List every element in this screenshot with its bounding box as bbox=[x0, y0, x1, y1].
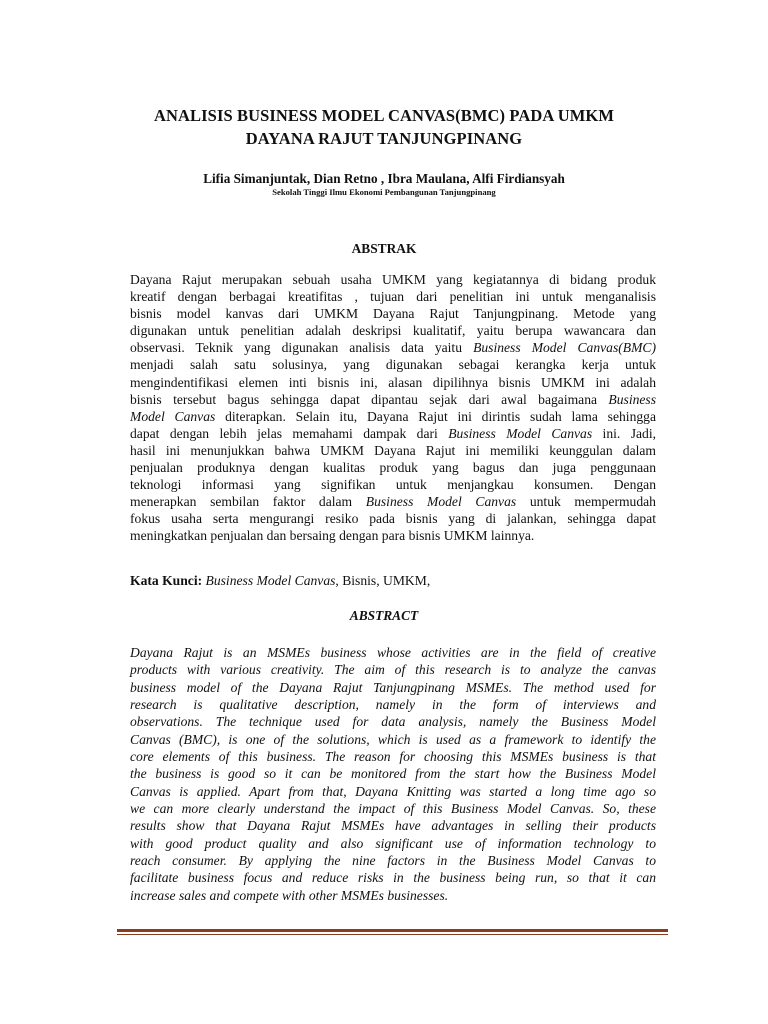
abstrak-line bbox=[130, 493, 656, 510]
abstract-line: research is qualitative description, namely in the form of interviews and bbox=[130, 697, 656, 713]
abstrak-line bbox=[130, 271, 656, 288]
abstract-line: we can more clearly understand the impact of this Business Model Canvas. So, these bbox=[130, 801, 656, 817]
abstrak-text-run: ini. Jadi, bbox=[592, 425, 657, 441]
abstrak-text-run: digunakan untuk penelitian adalah deskripsi kualitatif, yaitu berupa wawancara dan bbox=[130, 323, 656, 339]
affiliation: Sekolah Tinggi Ilmu Ekonomi Pembangunan Tanjungpinang bbox=[272, 187, 496, 197]
abstrak-line bbox=[130, 391, 656, 408]
abstrak-line bbox=[130, 476, 656, 493]
abstrak-line bbox=[130, 425, 656, 442]
abstrak-text-run: Dayana Rajut merupakan sebuah usaha UMKM yang kegiatannya di bidang produk bbox=[130, 272, 656, 287]
abstrak-line bbox=[130, 374, 656, 391]
paper-title bbox=[100, 104, 668, 150]
abstrak-text-run: diterapkan. Selain itu, Dayana Rajut ini dirintis sudah lama sehingga bbox=[215, 408, 656, 424]
abstrak-line bbox=[130, 356, 656, 373]
abstrak-text-run: observasi. Teknik yang digunakan analisis data yaitu bbox=[130, 340, 474, 356]
abstrak-heading: ABSTRAK bbox=[351, 241, 417, 256]
abstrak-line bbox=[130, 510, 656, 527]
abstract-line: increase sales and compete with other MSMEs businesses. bbox=[130, 887, 449, 903]
abstract-line: results show that Dayana Rajut MSMEs have advantages in selling their products bbox=[130, 818, 656, 834]
abstrak-line bbox=[130, 408, 656, 425]
abstrak-text-run: teknologi informasi yang signifikan untuk menjangkau konsumen. Dengan bbox=[130, 477, 656, 493]
abstract-line: observations. The technique used for data analysis, namely the Business Model bbox=[130, 714, 656, 730]
abstract-line: Canvas (BMC), is one of the solutions, which is used as a framework to identify the bbox=[130, 731, 656, 747]
abstrak-italic-run: Business bbox=[608, 391, 656, 407]
keywords-line bbox=[130, 572, 656, 589]
abstrak-italic-run: Model Canvas bbox=[130, 408, 216, 424]
abstract-line: Dayana Rajut is an MSMEs business whose activities are in the field of creative bbox=[130, 645, 656, 660]
abstract-line: core elements of this business. The reason for choosing this MSMEs business is that bbox=[130, 749, 656, 765]
abstrak-line bbox=[130, 305, 656, 322]
keywords-italic: Business Model Canvas bbox=[205, 573, 336, 588]
abstrak-text-run: bisnis model kanvas dari UMKM Dayana Rajut Tanjungpinang. Metode yang bbox=[130, 306, 656, 322]
abstrak-text-run: dapat dengan lebih jelas memahami dampak dari bbox=[130, 425, 449, 441]
abstract-line: Canvas is applied. Apart from that, Dayana Knitting was started a long time ago so bbox=[130, 783, 656, 799]
abstrak-text-run: untuk mempermudah bbox=[516, 494, 656, 510]
abstrak-line bbox=[130, 288, 656, 305]
abstrak-line bbox=[130, 442, 656, 459]
abstract-line: the business is good so it can be monitored from the start how the Business Model bbox=[130, 766, 656, 782]
keywords-label: Kata Kunci: bbox=[130, 573, 203, 588]
abstrak-text-run: menerapkan sembilan faktor dalam bbox=[130, 494, 366, 510]
abstrak-italic-run: Business Model Canvas bbox=[365, 494, 517, 510]
abstrak-body bbox=[130, 271, 656, 545]
abstrak-line bbox=[130, 527, 656, 544]
abstrak-line bbox=[130, 459, 656, 476]
abstract-line: business model of the Dayana Rajut Tanjungpinang MSMEs. The method used for bbox=[130, 679, 656, 695]
abstrak-italic-run: Business Model Canvas bbox=[448, 425, 593, 441]
abstrak-line bbox=[130, 339, 656, 356]
footer-rule-thin bbox=[117, 934, 668, 935]
abstrak-line bbox=[130, 322, 656, 339]
abstrak-text-run: menjadi salah satu solusinya, yang digunakan sebagai kerangka kerja untuk bbox=[130, 357, 656, 373]
abstract-line: facilitate business focus and reduce risks in the business being run, so that it can bbox=[130, 870, 656, 886]
abstrak-text-run: meningkatkan penjualan dan bersaing dengan para bisnis UMKM lainnya. bbox=[130, 528, 535, 544]
abstrak-text-run: hasil ini menunjukkan bahwa UMKM Dayana Rajut ini memiliki keunggulan dalam bbox=[130, 442, 656, 458]
abstract-line: with good product quality and also significant use of information technology to bbox=[130, 835, 656, 851]
abstrak-text-run: kreatif dengan berbagai kreatifitas , tujuan dari penelitian ini untuk menganalisis bbox=[130, 289, 656, 305]
abstrak-text-run: penjualan produknya dengan kualitas produk yang bagus dan juga penggunaan bbox=[130, 460, 656, 476]
abstrak-text-run: bisnis tersebut bagus sehingga dapat dipantau sejak dari awal bagaimana bbox=[130, 391, 609, 407]
keywords-rest: , Bisnis, UMKM, bbox=[335, 573, 431, 588]
abstract-heading: ABSTRACT bbox=[349, 608, 419, 623]
abstract-line: reach consumer. By applying the nine factors in the Business Model Canvas to bbox=[130, 853, 656, 869]
abstrak-italic-run: Business Model Canvas(BMC) bbox=[473, 340, 657, 356]
title-line-2: DAYANA RAJUT TANJUNGPINANG bbox=[245, 129, 523, 148]
abstrak-text-run: mengindentifikasi elemen inti bisnis ini, alasan dipilihnya bisnis UMKM ini adalah bbox=[130, 374, 656, 390]
abstrak-text-run: fokus usaha serta mengurangi resiko pada bisnis yang di jalankan, sehingga dapat bbox=[130, 511, 656, 527]
abstract-body bbox=[130, 644, 656, 904]
abstract-line: products with various creativity. The aim of this research is to analyze the canvas bbox=[130, 662, 656, 678]
author-list: Lifia Simanjuntak, Dian Retno , Ibra Maulana, Alfi Firdiansyah bbox=[203, 171, 565, 186]
footer-rule-thick bbox=[117, 929, 668, 932]
title-line-1: ANALISIS BUSINESS MODEL CANVAS(BMC) PADA UMKM bbox=[154, 106, 614, 125]
